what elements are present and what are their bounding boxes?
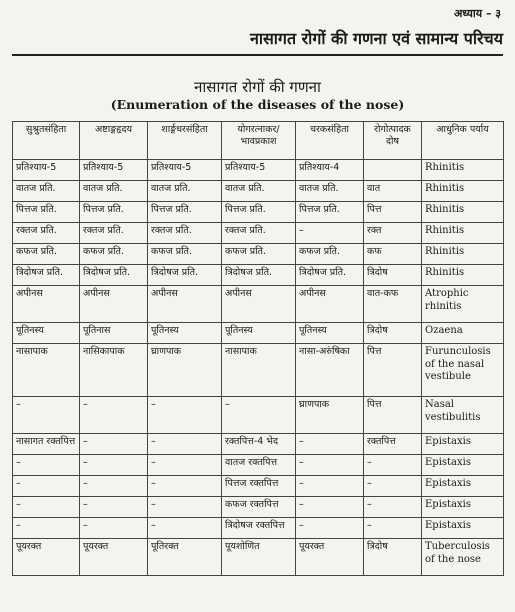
column-header: सुश्रुतसंहिता (13, 122, 80, 160)
table-header-row (13, 122, 504, 160)
table-row (13, 244, 504, 265)
dosha-cell: रक्त (364, 223, 422, 244)
table-cell: – (148, 476, 222, 497)
table-cell: – (296, 455, 364, 476)
table-cell: पित्तज प्रति. (80, 202, 148, 223)
dosha-cell: त्रिदोष (364, 265, 422, 286)
table-row (13, 397, 504, 434)
modern-term-cell: Epistaxis (422, 455, 504, 476)
modern-term-cell: Ozaena (422, 323, 504, 344)
table-cell: प्रतिश्याय-5 (80, 160, 148, 181)
table-cell: पित्तज रक्तपित्त (222, 476, 296, 497)
dosha-cell: पित्त (364, 344, 422, 397)
table-cell: पूयशोणित (222, 539, 296, 576)
dosha-cell: रक्तपित्त (364, 434, 422, 455)
table-cell: पूतिनस्य (13, 323, 80, 344)
table-cell: पित्तज प्रति. (222, 202, 296, 223)
table-cell: रक्तपित्त-4 भेद (222, 434, 296, 455)
column-header: अष्टाङ्गहृदय (80, 122, 148, 160)
table-cell: – (80, 455, 148, 476)
dosha-cell: वात-कफ (364, 286, 422, 323)
table-cell: – (148, 434, 222, 455)
table-cell: पूतिनस्य (296, 323, 364, 344)
table-row (13, 344, 504, 397)
table-cell: वातज प्रति. (80, 181, 148, 202)
table-cell: – (296, 476, 364, 497)
table-row (13, 434, 504, 455)
table-cell: त्रिदोषज रक्तपित्त (222, 518, 296, 539)
table-cell: अपीनस (148, 286, 222, 323)
table-row (13, 265, 504, 286)
dosha-cell: – (364, 476, 422, 497)
table-cell: कफज प्रति. (13, 244, 80, 265)
table-cell: प्रतिश्याय-5 (148, 160, 222, 181)
table-cell: नासिकापाक (80, 344, 148, 397)
table-cell: पूयरक्त (13, 539, 80, 576)
table-cell: पित्तज प्रति. (13, 202, 80, 223)
table-cell: – (222, 397, 296, 434)
header-rule (12, 54, 503, 56)
table-cell: वातज रक्तपित्त (222, 455, 296, 476)
table-cell: – (13, 476, 80, 497)
table-cell: कफज प्रति. (296, 244, 364, 265)
modern-term-cell: Epistaxis (422, 497, 504, 518)
table-cell: त्रिदोषज प्रति. (296, 265, 364, 286)
table-subtitle: (Enumeration of the diseases of the nose) (110, 97, 405, 112)
column-header: आधुनिक पर्याय (422, 122, 504, 160)
table-row (13, 223, 504, 244)
chapter-number: अध्याय – ३ (453, 7, 501, 20)
table-body (13, 160, 504, 576)
table-cell: त्रिदोषज प्रति. (222, 265, 296, 286)
dosha-cell: वात (364, 181, 422, 202)
table-cell: अपीनस (80, 286, 148, 323)
table-cell: पित्तज प्रति. (148, 202, 222, 223)
table-cell: – (148, 397, 222, 434)
table-cell: कफज प्रति. (148, 244, 222, 265)
table-cell: पूतिनास (80, 323, 148, 344)
table-cell: नासागत रक्तपित्त (13, 434, 80, 455)
table-cell: रक्तज प्रति. (13, 223, 80, 244)
table-cell: पित्तज प्रति. (296, 202, 364, 223)
modern-term-cell: Rhinitis (422, 265, 504, 286)
modern-term-cell: Epistaxis (422, 476, 504, 497)
table-cell: वातज प्रति. (222, 181, 296, 202)
table-cell: घ्राणपाक (148, 344, 222, 397)
disease-table (12, 121, 504, 576)
modern-term-cell: Nasal vestibulitis (422, 397, 504, 434)
table-row (13, 202, 504, 223)
modern-term-cell: Rhinitis (422, 160, 504, 181)
table-cell: – (148, 518, 222, 539)
table-cell: पूतिनस्य (148, 323, 222, 344)
table-cell: रक्तज प्रति. (222, 223, 296, 244)
table-cell: – (296, 434, 364, 455)
dosha-cell: – (364, 497, 422, 518)
dosha-cell: त्रिदोष (364, 539, 422, 576)
dosha-cell: – (364, 455, 422, 476)
dosha-cell: पित्त (364, 397, 422, 434)
table-row (13, 286, 504, 323)
dosha-cell: पित्त (364, 202, 422, 223)
table-cell: – (13, 397, 80, 434)
column-header: शार्ङ्गधरसंहिता (148, 122, 222, 160)
dosha-cell (364, 160, 422, 181)
table-cell: नासा-अरुंषिका (296, 344, 364, 397)
table-row (13, 497, 504, 518)
column-header: रोगोत्पादक दोष (364, 122, 422, 160)
table-cell: – (13, 497, 80, 518)
modern-term-cell: Furunculosis of the nasal vestibule (422, 344, 504, 397)
chapter-title: नासागत रोगों की गणना एवं सामान्य परिचय (249, 29, 503, 48)
table-cell: नासापाक (13, 344, 80, 397)
table-cell: त्रिदोषज प्रति. (148, 265, 222, 286)
table-row (13, 539, 504, 576)
table-cell: कफज प्रति. (80, 244, 148, 265)
table-cell: प्रतिश्याय-5 (13, 160, 80, 181)
table-cell: – (296, 497, 364, 518)
table-cell: कफज प्रति. (222, 244, 296, 265)
modern-term-cell: Rhinitis (422, 244, 504, 265)
table-row (13, 323, 504, 344)
table-cell: – (80, 397, 148, 434)
table-cell: प्रतिश्याय-4 (296, 160, 364, 181)
table-cell: पूतिरक्त (148, 539, 222, 576)
table-row (13, 476, 504, 497)
table-cell: – (148, 455, 222, 476)
table-cell: त्रिदोषज प्रति. (80, 265, 148, 286)
table-cell: – (80, 434, 148, 455)
table-cell: अपीनस (13, 286, 80, 323)
table-row (13, 181, 504, 202)
table-cell: – (296, 223, 364, 244)
table-row (13, 160, 504, 181)
modern-term-cell: Atrophic rhinitis (422, 286, 504, 323)
table-cell: – (80, 497, 148, 518)
table-cell: रक्तज प्रति. (148, 223, 222, 244)
dosha-cell: त्रिदोष (364, 323, 422, 344)
table-cell: नासापाक (222, 344, 296, 397)
table-title: नासागत रोगों की गणना (194, 78, 321, 96)
modern-term-cell: Rhinitis (422, 181, 504, 202)
table-cell: त्रिदोषज प्रति. (13, 265, 80, 286)
table-row (13, 455, 504, 476)
table-cell: वातज प्रति. (13, 181, 80, 202)
table-cell: – (13, 455, 80, 476)
table-cell: रक्तज प्रति. (80, 223, 148, 244)
column-header: योगरत्नाकर/ भावप्रकाश (222, 122, 296, 160)
table-cell: – (80, 476, 148, 497)
table-row (13, 518, 504, 539)
dosha-cell: – (364, 518, 422, 539)
table-cell: – (148, 497, 222, 518)
table-cell: – (80, 518, 148, 539)
table-cell: घ्राणपाक (296, 397, 364, 434)
column-header: चरकसंहिता (296, 122, 364, 160)
table-cell: पूयरक्त (80, 539, 148, 576)
table-cell: – (13, 518, 80, 539)
table-cell: कफज रक्तपित्त (222, 497, 296, 518)
table-cell: वातज प्रति. (296, 181, 364, 202)
modern-term-cell: Rhinitis (422, 223, 504, 244)
dosha-cell: कफ (364, 244, 422, 265)
table-cell: पूतिनस्य (222, 323, 296, 344)
table-cell: अपीनस (296, 286, 364, 323)
table-cell: प्रतिश्याय-5 (222, 160, 296, 181)
table-cell: – (296, 518, 364, 539)
table-cell: पूयरक्त (296, 539, 364, 576)
modern-term-cell: Tuberculosis of the nose (422, 539, 504, 576)
modern-term-cell: Epistaxis (422, 434, 504, 455)
table-cell: वातज प्रति. (148, 181, 222, 202)
modern-term-cell: Rhinitis (422, 202, 504, 223)
modern-term-cell: Epistaxis (422, 518, 504, 539)
table-cell: अपीनस (222, 286, 296, 323)
